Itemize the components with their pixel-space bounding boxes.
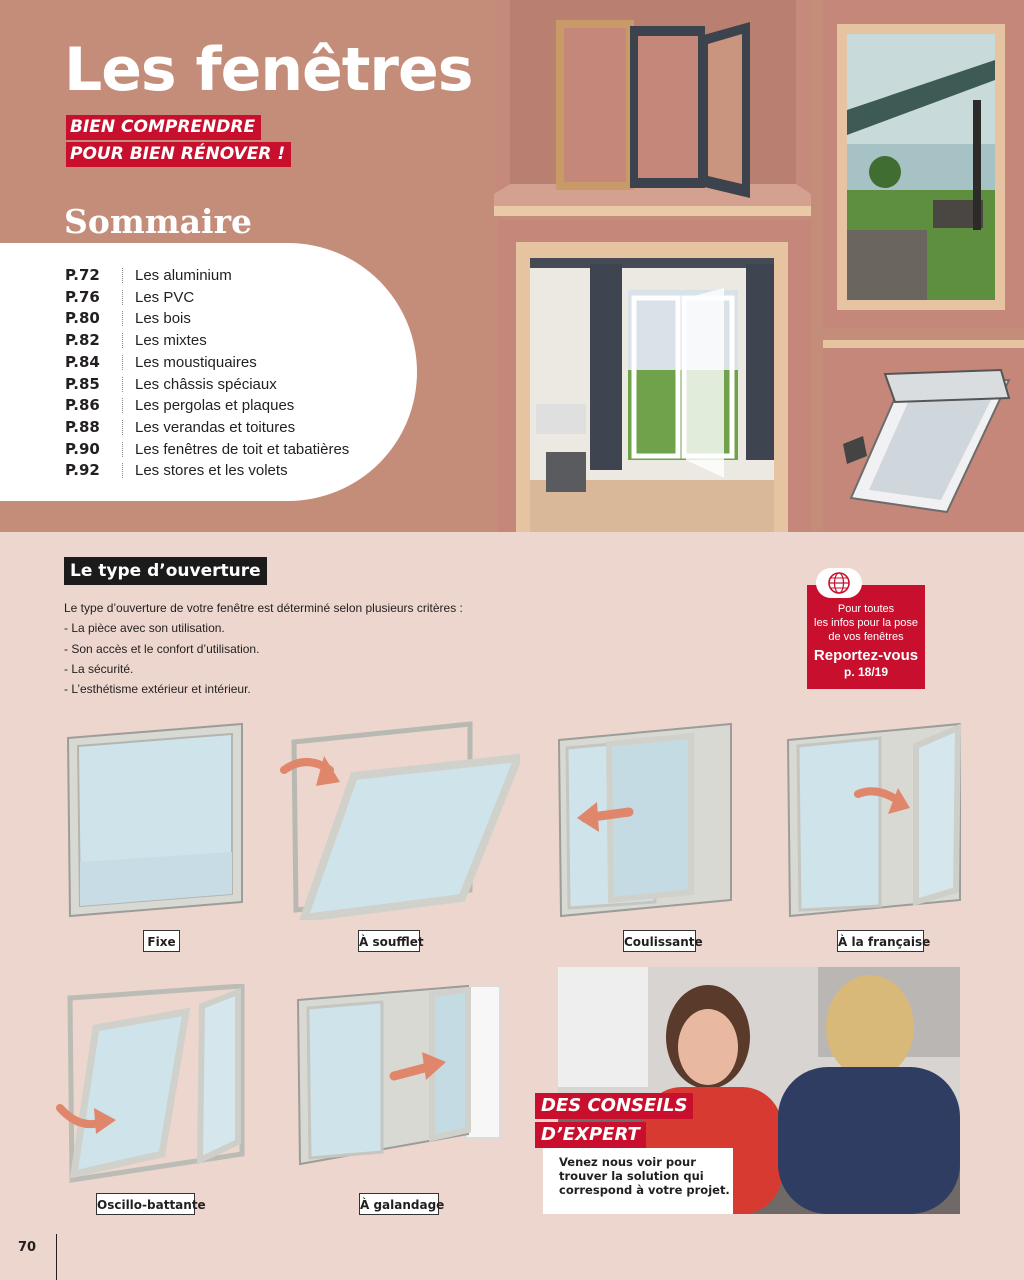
toc-page: P.76 xyxy=(65,287,100,306)
window-galandage-illustration xyxy=(294,980,504,1180)
toc-item xyxy=(0,460,417,481)
page-number: 70 xyxy=(18,1240,37,1255)
toc-page: P.84 xyxy=(65,352,100,371)
toc-label: Les bois xyxy=(135,310,191,328)
page-title: Les fenêtres xyxy=(64,35,473,105)
promo-line: les infos pour la pose xyxy=(814,617,918,629)
intro-line: - La sécurité. xyxy=(64,661,134,676)
page-divider xyxy=(56,1234,57,1280)
toc-separator xyxy=(122,420,123,435)
promo-line: Pour toutes xyxy=(837,603,895,615)
window-francaise-illustration xyxy=(784,722,964,920)
expert-text-box xyxy=(543,1148,733,1214)
toc-page: P.72 xyxy=(65,266,100,284)
toc-item xyxy=(0,352,417,373)
toc-separator xyxy=(122,355,123,370)
window-type-label: Coulissante xyxy=(623,930,696,952)
expert-headline-line-2: D’EXPERT xyxy=(535,1122,646,1148)
toc-separator xyxy=(122,377,123,392)
tagline-line-1: BIEN COMPRENDRE xyxy=(66,115,261,140)
intro-line: Le type d’ouverture de votre fenêtre est déterminé selon plusieurs critères : xyxy=(64,601,463,615)
toc-label: Les pergolas et plaques xyxy=(135,397,295,415)
toc-separator xyxy=(122,311,123,326)
toc-label: Les PVC xyxy=(135,288,195,306)
toc-item xyxy=(0,308,417,329)
window-type-label: Fixe xyxy=(143,930,180,952)
intro-line: - Son accès et le confort d’utilisation. xyxy=(64,641,260,656)
niche-casement-window xyxy=(494,0,811,216)
sommaire-title: Sommaire xyxy=(64,202,252,241)
niche-french-door-photo xyxy=(498,220,811,532)
toc-item xyxy=(0,330,417,351)
niche-roof-window xyxy=(823,340,1024,532)
toc-page: P.80 xyxy=(65,309,100,328)
expert-headline-line-1: DES CONSEILS xyxy=(535,1093,693,1119)
toc-item xyxy=(0,395,417,416)
toc-item xyxy=(0,265,417,286)
tagline-line-2: POUR BIEN RÉNOVER ! xyxy=(66,142,291,167)
toc-separator xyxy=(122,333,123,348)
toc-label: Les mixtes xyxy=(135,332,207,350)
intro-line: - La pièce avec son utilisation. xyxy=(64,621,225,636)
window-coulissante-illustration xyxy=(555,722,735,918)
toc-item xyxy=(0,439,417,460)
toc-page: P.86 xyxy=(65,396,100,415)
toc-page: P.85 xyxy=(65,374,100,393)
toc-separator xyxy=(122,463,123,478)
toc-item xyxy=(0,287,417,308)
expert-text: Venez nous voir pour trouver la solution qui correspond à votre projet. xyxy=(559,1155,730,1197)
toc-label: Les moustiquaires xyxy=(135,353,257,371)
toc-label: Les fenêtres de toit et tabatières xyxy=(135,440,350,458)
toc-separator xyxy=(122,398,123,413)
toc-separator xyxy=(122,290,123,305)
promo-cta: Reportez-vous xyxy=(813,647,919,664)
toc-page: P.88 xyxy=(65,417,100,436)
toc-page: P.92 xyxy=(65,461,100,480)
toc-page: P.90 xyxy=(65,439,100,458)
toc-separator xyxy=(122,442,123,457)
toc-label: Les verandas et toitures xyxy=(135,418,296,436)
window-type-label: À soufflet xyxy=(358,930,420,952)
promo-ref: p. 18/19 xyxy=(843,665,889,679)
promo-line: de vos fenêtres xyxy=(828,631,904,643)
intro-line: - L’esthétisme extérieur et intérieur. xyxy=(64,682,251,697)
section-title: Le type d’ouverture xyxy=(64,557,267,585)
window-type-label: Oscillo-battante xyxy=(96,1193,195,1215)
header-section xyxy=(0,0,1024,532)
window-oscillo-battante-illustration xyxy=(52,984,248,1184)
niche-pergola-photo xyxy=(823,0,1024,328)
intro-text xyxy=(64,599,463,700)
window-type-label: À la française xyxy=(837,930,924,952)
table-of-contents xyxy=(0,243,417,501)
toc-item xyxy=(0,417,417,438)
toc-label: Les châssis spéciaux xyxy=(135,375,277,393)
toc-label: Les aluminium xyxy=(135,267,232,284)
window-type-label: À galandage xyxy=(359,1193,439,1215)
toc-page: P.82 xyxy=(65,331,100,350)
window-soufflet-illustration xyxy=(280,720,520,920)
toc-label: Les stores et les volets xyxy=(135,462,288,480)
window-fixe-illustration xyxy=(64,722,246,918)
toc-separator xyxy=(122,268,123,283)
promo-box xyxy=(807,585,925,689)
toc-item xyxy=(0,374,417,395)
globe-icon xyxy=(816,568,862,598)
